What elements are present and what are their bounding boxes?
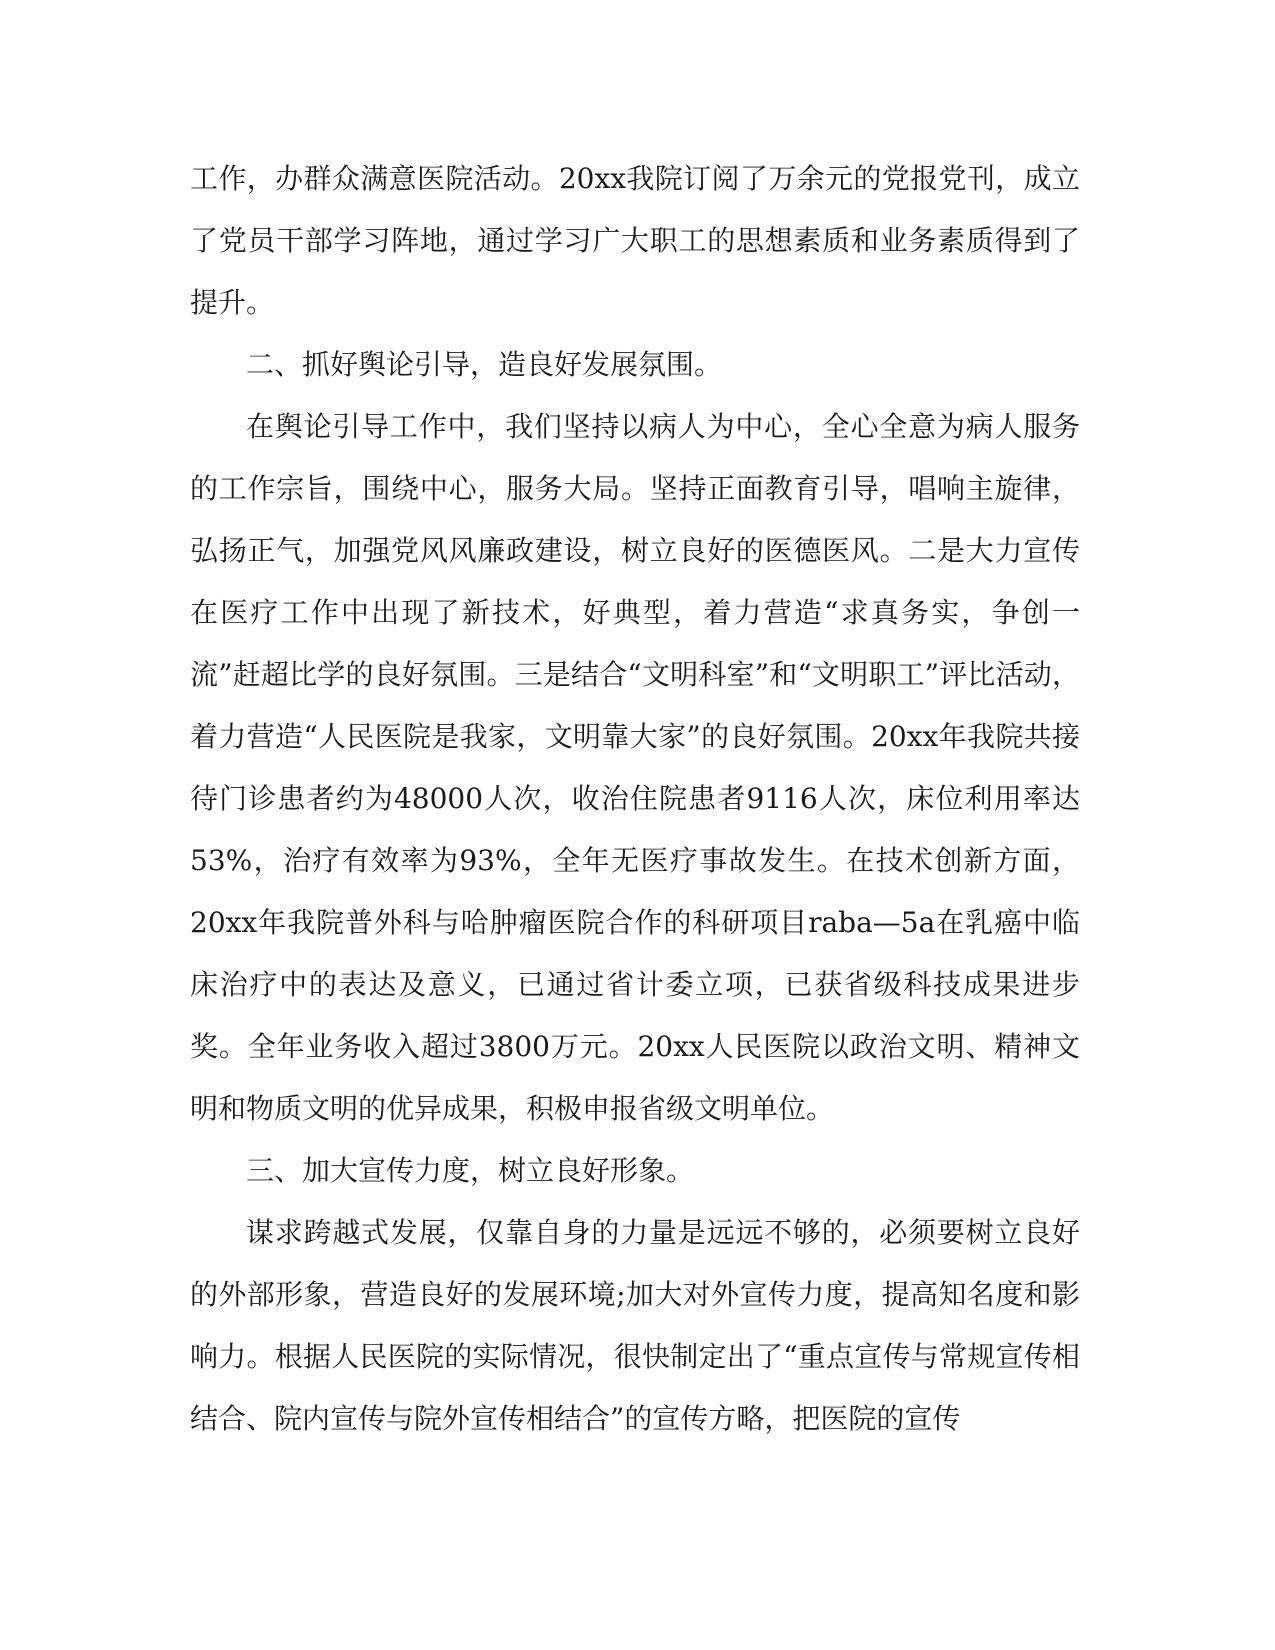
paragraph-publicity: 谋求跨越式发展，仅靠自身的力量是远远不够的，必须要树立良好的外部形象，营造良好的发展环境;加大对外宣传力度，提高知名度和影响力。根据人民医院的实际情况，很快制定出了“重点宣传与常规宣传相结合、院内宣传与院外宣传相结合”的宣传方略，把医院的宣传 — [190, 1216, 1080, 1435]
document-body — [190, 148, 1080, 1450]
section-heading-2: 二、抓好舆论引导，造良好发展氛围。 — [246, 348, 723, 381]
paragraph-continuation: 工作，办群众满意医院活动。20xx我院订阅了万余元的党报党刊，成立了党员干部学习阵地，通过学习广大职工的思想素质和业务素质得到了提升。 — [190, 162, 1080, 319]
paragraph-public-opinion: 在舆论引导工作中，我们坚持以病人为中心，全心全意为病人服务的工作宗旨，围绕中心，服务大局。坚持正面教育引导，唱响主旋律，弘扬正气，加强党风风廉政建设，树立良好的医德医风。二是大力宣传在医疗工作中出现了新技术，好典型，着力营造“求真务实，争创一流”赶超比学的良好氛围。三是结合“文明科室”和“文明职工”评比活动，着力营造“人民医院是我家，文明靠大家”的良好氛围。20xx年我院共接待门诊患者约为48000人次，收治住院患者9116人次，床位利用率达53%，治疗有效率为93%，全年无医疗事故发生。在技术创新方面，20xx年我院普外科与哈肿瘤医院合作的科研项目raba—5a在乳癌中临床治疗中的表达及意义，已通过省计委立项，已获省级科技成果进步奖。全年业务收入超过3800万元。20xx人民医院以政治文明、精神文明和物质文明的优异成果，积极申报省级文明单位。 — [190, 410, 1080, 1125]
section-heading-3: 三、加大宣传力度，树立良好形象。 — [246, 1154, 695, 1187]
